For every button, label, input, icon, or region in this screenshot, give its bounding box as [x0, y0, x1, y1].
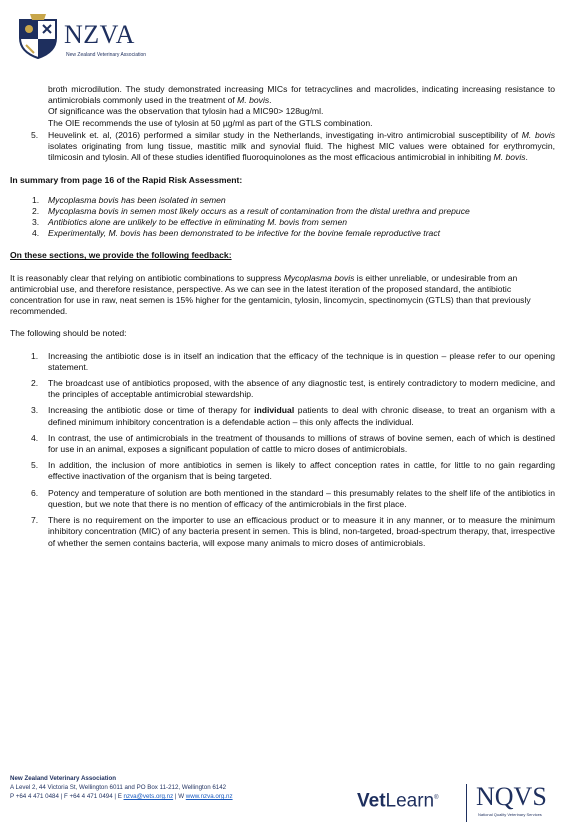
notes-intro: The following should be noted:: [10, 328, 127, 339]
continuation-line-2: Of significance was the observation that tylosin had a MIC90> 128ug/ml.: [48, 106, 324, 117]
summary-item: 3. Antibiotics alone are unlikely to be effective in eliminating M. bovis from semen: [32, 217, 348, 228]
footer-web-link[interactable]: www.nzva.org.nz: [185, 793, 233, 800]
nqvs-logo: NQVS: [476, 782, 547, 811]
footer-contact: P +64 4 471 0484 | F +64 4 471 0494 | E nzva@vets.org.nz | W www.nzva.org.nz: [10, 793, 233, 800]
footer-logo-divider: [466, 784, 467, 822]
notes-list: [10, 351, 555, 549]
reference-number: 5.: [31, 129, 39, 140]
note-item: 6. Potency and temperature of solution are both mentioned in the standard – this presumably relates to the shelf life of the antibiotics in question, but we note that there is no mention of efficacy of the antimicrobials in the first place.: [31, 487, 555, 509]
feedback-paragraph: It is reasonably clear that relying on antibiotic combinations to suppress Mycoplasma bovis is either unreliable, or undesirable from an antimicrobial use, and therefore resistance, perspective. As we can see in the latest iteration of the proposed standard, the antibiotic concentration for use in raw, neat semen is 15% higher for the gentamicin, tylosin, lincomycin, spectinomycin (GTLS) than that previously recommended.: [10, 272, 531, 317]
note-item: 5. In addition, the inclusion of more antibiotics in semen is likely to affect conception rates in cattle, for little to no gain regarding effective inactivation of the organism that is being targeted.: [31, 460, 555, 482]
note-item: 7. There is no requirement on the importer to use an efficacious product or to measure it in any manner, or to measure the minimum inhibitory concentration (MIC) of any bacteria present in semen. This is blind, non-targeted, broad-spectrum therapy, that, irrespective of whether the semen contains bacteria, will expose many animals to micro doses of antimicrobials.: [31, 515, 555, 548]
nzva-logo: [16, 12, 156, 64]
logo-wordmark: NZVA: [64, 20, 135, 49]
nzva-crest-icon: [16, 12, 60, 60]
reference-4-continuation: [10, 84, 555, 129]
page-footer: [10, 774, 555, 801]
footer-email-link[interactable]: nzva@vets.org.nz: [123, 793, 174, 800]
summary-item: 1. Mycoplasma bovis has been isolated in semen: [32, 194, 226, 205]
summary-item: 2. Mycoplasma bovis in semen most likely occurs as a result of contamination from the distal urethra and prepuce: [32, 205, 470, 216]
footer-org-name: New Zealand Veterinary Association: [10, 775, 117, 782]
logo-tagline: New Zealand Veterinary Association: [66, 52, 147, 58]
note-item: 3. Increasing the antibiotic dose or time of therapy for individual patients to deal with chronic disease, to treat an organism with a defined minimum inhibitory concentration is a defendable action – this only affects the individual.: [31, 405, 556, 427]
nqvs-tagline: National Quality Veterinary Services: [478, 812, 542, 817]
continuation-line-1: broth microdilution. The study demonstrated increasing MICs for tetracyclines and macrolides, indicating increasing resistance to antimicrobials commonly used in the treatment of M. bovis.: [48, 84, 555, 106]
reference-list: [10, 130, 555, 164]
continuation-line-3: The OIE recommends the use of tylosin at 50 µg/ml as part of the GTLS combination.: [48, 117, 373, 128]
summary-heading: In summary from page 16 of the Rapid Risk Assessment:: [10, 175, 243, 186]
document-body: [10, 84, 555, 554]
feedback-heading: On these sections, we provide the following feedback:: [10, 250, 232, 261]
note-item: 1. Increasing the antibiotic dose is in itself an indication that the efficacy of the technique is in question – please refer to our opening statement.: [31, 350, 555, 372]
note-item: 2. The broadcast use of antibiotics proposed, with the absence of any diagnostic test, is entirely contradictory to modern medicine, and the principles of acceptable antimicrobial stewardship.: [31, 378, 555, 400]
vetlearn-logo: VetLearn®: [357, 790, 439, 812]
footer-address: A Level 2, 44 Victoria St, Wellington 6011 and PO Box 11-212, Wellington 6142: [10, 784, 227, 791]
reference-item-5: 5. Heuvelink et. al, (2016) performed a similar study in the Netherlands, investigating in-vitro antimicrobial susceptibility of M. bovis isolates originating from lung tissue, mastitic milk and synovial fluid. The highest MIC values were obtained for erythromycin, tilmicosin and tylosin. All of these studies identified fluoroquinolones as the most efficacious antimicrobial in inhibiting M. bovis.: [31, 129, 556, 163]
summary-item: 4. Experimentally, M. bovis has been demonstrated to be infective for the bovine female reproductive tract: [32, 228, 441, 239]
note-item: 4. In contrast, the use of antimicrobials in the treatment of thousands to millions of straws of bovine semen, each of which is destined for use in an animal, exposes a significant population of cattle to micro doses of antimicrobials.: [31, 432, 555, 455]
summary-list: [10, 195, 555, 240]
